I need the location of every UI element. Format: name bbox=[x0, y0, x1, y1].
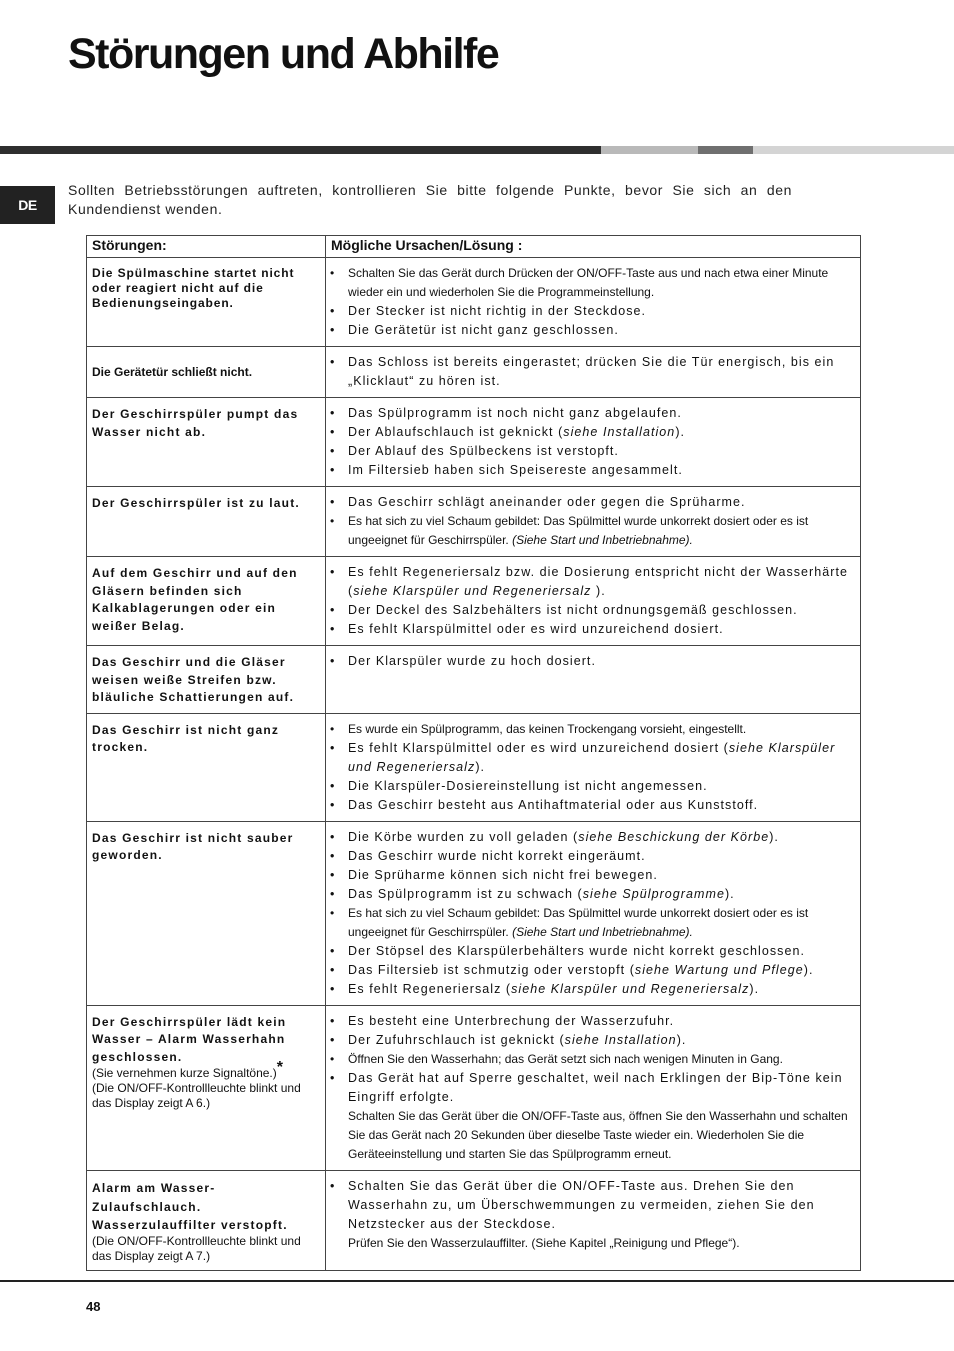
solution-cell bbox=[326, 258, 861, 347]
troubleshooting-table bbox=[86, 235, 861, 1271]
table-row bbox=[87, 347, 861, 398]
problem-cell bbox=[87, 398, 326, 487]
problem-text: Das Geschirr und die Gläser weisen weiße Streifen bzw. bläuliche Schattierungen auf. bbox=[92, 655, 295, 704]
problem-cell bbox=[87, 713, 326, 821]
problem-cell bbox=[87, 646, 326, 714]
solution-item: • Es besteht eine Unterbrechung der Wasserzufuhr. bbox=[330, 1012, 855, 1031]
solution-item: • Der Stecker ist nicht richtig in der Steckdose. bbox=[330, 302, 855, 321]
table-row bbox=[87, 1170, 861, 1271]
solution-continuation: Schalten Sie das Gerät über die ON/OFF-Taste aus, öffnen Sie den Wasserhahn und schalten Sie das Gerät nach 20 Sekunden über dieselbe Taste wieder ein. Wiederholen Sie die Geräteeinstellung und starten Sie das Spülprogramm erneut. bbox=[348, 1108, 848, 1161]
problem-cell bbox=[87, 487, 326, 557]
problem-cell bbox=[87, 821, 326, 1005]
solution-cell bbox=[326, 557, 861, 646]
solution-item: • Das Filtersieb ist schmutzig oder verstopft (siehe Wartung und Pflege). bbox=[330, 961, 855, 980]
solution-item: • Das Spülprogramm ist noch nicht ganz abgelaufen. bbox=[330, 404, 855, 423]
intro-text: Sollten Betriebsstörungen auftreten, kontrollieren Sie bitte folgende Punkte, bevor Sie sich an den Kundendienst wenden. bbox=[68, 182, 792, 217]
problem-note: (Die ON/OFF-Kontrollleuchte blinkt und das Display zeigt A 7.) bbox=[92, 1234, 301, 1263]
problem-cell bbox=[87, 557, 326, 646]
problem-text: Das Geschirr ist nicht sauber geworden. bbox=[92, 830, 294, 862]
footer-rule bbox=[0, 1280, 954, 1282]
solution-item: • Schalten Sie das Gerät über die ON/OFF-Taste aus. Drehen Sie den Wasserhahn zu, um Überschwemmungen zu vermeiden, ziehen Sie den Netzstecker aus der Steckdose. bbox=[330, 1177, 855, 1234]
page-title: Störungen und Abhilfe bbox=[68, 30, 499, 78]
solution-item: • Der Ablaufschlauch ist geknickt (siehe Installation). bbox=[330, 423, 855, 442]
footnote-mark: * bbox=[276, 1059, 283, 1076]
solution-item: • Der Zufuhrschlauch ist geknickt (siehe Installation). bbox=[330, 1031, 855, 1050]
solution-item: • Das Gerät hat auf Sperre geschaltet, weil nach Erklingen der Bip-Töne kein Eingriff erfolgte. bbox=[330, 1069, 855, 1107]
solution-item: • Es hat sich zu viel Schaum gebildet: Das Spülmittel wurde unkorrekt dosiert oder es ist ungeeignet für Geschirrspüler. (Siehe Start und Inbetriebnahme). bbox=[330, 904, 855, 942]
table-row bbox=[87, 1005, 861, 1170]
solution-cell bbox=[326, 713, 861, 821]
solution-item: • Das Geschirr schlägt aneinander oder gegen die Sprüharme. bbox=[330, 493, 855, 512]
problem-cell bbox=[87, 1170, 326, 1271]
table-header-row bbox=[87, 236, 861, 258]
solution-item: • Es wurde ein Spülprogramm, das keinen Trockengang vorsieht, eingestellt. bbox=[330, 720, 855, 739]
problem-text-secondary: Wasserzulauffilter verstopft. bbox=[92, 1217, 288, 1232]
solution-item: • Die Klarspüler-Dosiereinstellung ist nicht angemessen. bbox=[330, 777, 855, 796]
header-rule-mid-gray bbox=[698, 146, 753, 154]
solution-item: • Der Klarspüler wurde zu hoch dosiert. bbox=[330, 652, 855, 671]
solution-cell bbox=[326, 821, 861, 1005]
table-row bbox=[87, 258, 861, 347]
table-row bbox=[87, 821, 861, 1005]
solution-item: • Im Filtersieb haben sich Speisereste angesammelt. bbox=[330, 461, 855, 480]
problem-cell bbox=[87, 1005, 326, 1170]
solution-item: • Es fehlt Regeneriersalz bzw. die Dosierung entspricht nicht der Wasserhärte (siehe Klarspüler und Regeneriersalz ). bbox=[330, 563, 855, 601]
problem-text: Die Gerätetür schließt nicht. bbox=[92, 365, 253, 380]
header-rule-light-gray bbox=[601, 146, 698, 154]
solution-cell bbox=[326, 398, 861, 487]
problem-cell bbox=[87, 258, 326, 347]
page-number: 48 bbox=[86, 1299, 101, 1314]
solution-item: • Die Sprüharme können sich nicht frei bewegen. bbox=[330, 866, 855, 885]
header-rule-dark bbox=[0, 146, 601, 154]
problem-cell bbox=[87, 347, 326, 398]
solution-item: • Das Geschirr besteht aus Antihaftmaterial oder aus Kunststoff. bbox=[330, 796, 855, 815]
problem-text: Die Spülmaschine startet nicht oder reagiert nicht auf die Bedienungseingaben. bbox=[92, 266, 295, 310]
solution-item: • Schalten Sie das Gerät durch Drücken der ON/OFF-Taste aus und nach etwa einer Minute wieder ein und wiederholen Sie die Programmeinstellung. bbox=[330, 264, 855, 302]
solution-item: • Der Stöpsel des Klarspülerbehälters wurde nicht korrekt geschlossen. bbox=[330, 942, 855, 961]
solution-cell bbox=[326, 487, 861, 557]
solution-cell bbox=[326, 646, 861, 714]
problem-text: Der Geschirrspüler lädt kein Wasser – Alarm Wasserhahn geschlossen. bbox=[92, 1014, 287, 1064]
solution-cell bbox=[326, 1005, 861, 1170]
table-row bbox=[87, 487, 861, 557]
table-row bbox=[87, 713, 861, 821]
problem-text: Alarm am Wasser-Zulaufschlauch. bbox=[92, 1180, 216, 1214]
solution-item: • Es fehlt Klarspülmittel oder es wird unzureichend dosiert (siehe Klarspüler und Regeneriersalz). bbox=[330, 739, 855, 777]
language-tab: DE bbox=[0, 186, 55, 224]
column-header-causes: Mögliche Ursachen/Lösung : bbox=[326, 236, 861, 258]
problem-note: (Sie vernehmen kurze Signaltöne.)* bbox=[92, 1059, 283, 1080]
solution-cell bbox=[326, 347, 861, 398]
solution-item: • Die Gerätetür ist nicht ganz geschlossen. bbox=[330, 321, 855, 340]
table-row bbox=[87, 557, 861, 646]
solution-item: • Öffnen Sie den Wasserhahn; das Gerät setzt sich nach wenigen Minuten in Gang. bbox=[330, 1050, 855, 1069]
solution-item: • Es fehlt Klarspülmittel oder es wird unzureichend dosiert. bbox=[330, 620, 855, 639]
solution-continuation: Prüfen Sie den Wasserzulauffilter. (Siehe Kapitel „Reinigung und Pflege“). bbox=[348, 1235, 740, 1250]
problem-note: (Die ON/OFF-Kontrollleuchte blinkt und das Display zeigt A 6.) bbox=[92, 1081, 301, 1110]
problem-text: Der Geschirrspüler ist zu laut. bbox=[92, 496, 300, 510]
table-row bbox=[87, 646, 861, 714]
solution-item: • Der Ablauf des Spülbeckens ist verstopft. bbox=[330, 442, 855, 461]
problem-text: Das Geschirr ist nicht ganz trocken. bbox=[92, 722, 280, 754]
problem-text: Der Geschirrspüler pumpt das Wasser nicht ab. bbox=[92, 407, 299, 439]
solution-cell bbox=[326, 1170, 861, 1271]
header-rule-pale-gray bbox=[753, 146, 954, 154]
table-row bbox=[87, 398, 861, 487]
solution-item: • Das Geschirr wurde nicht korrekt eingeräumt. bbox=[330, 847, 855, 866]
solution-item: • Es fehlt Regeneriersalz (siehe Klarspüler und Regeneriersalz). bbox=[330, 980, 855, 999]
solution-item: • Das Spülprogramm ist zu schwach (siehe Spülprogramme). bbox=[330, 885, 855, 904]
column-header-problems: Störungen: bbox=[87, 236, 326, 258]
solution-item: • Das Schloss ist bereits eingerastet; drücken Sie die Tür energisch, bis ein „Klicklaut“ zu hören ist. bbox=[330, 353, 855, 391]
solution-item: • Der Deckel des Salzbehälters ist nicht ordnungsgemäß geschlossen. bbox=[330, 601, 855, 620]
problem-text: Auf dem Geschirr und auf den Gläsern befinden sich Kalkablagerungen oder ein weißer Belag. bbox=[92, 566, 298, 633]
solution-item: • Es hat sich zu viel Schaum gebildet: Das Spülmittel wurde unkorrekt dosiert oder es ist ungeeignet für Geschirrspüler. (Siehe Start und Inbetriebnahme). bbox=[330, 512, 855, 550]
solution-item: • Die Körbe wurden zu voll geladen (siehe Beschickung der Körbe). bbox=[330, 828, 855, 847]
